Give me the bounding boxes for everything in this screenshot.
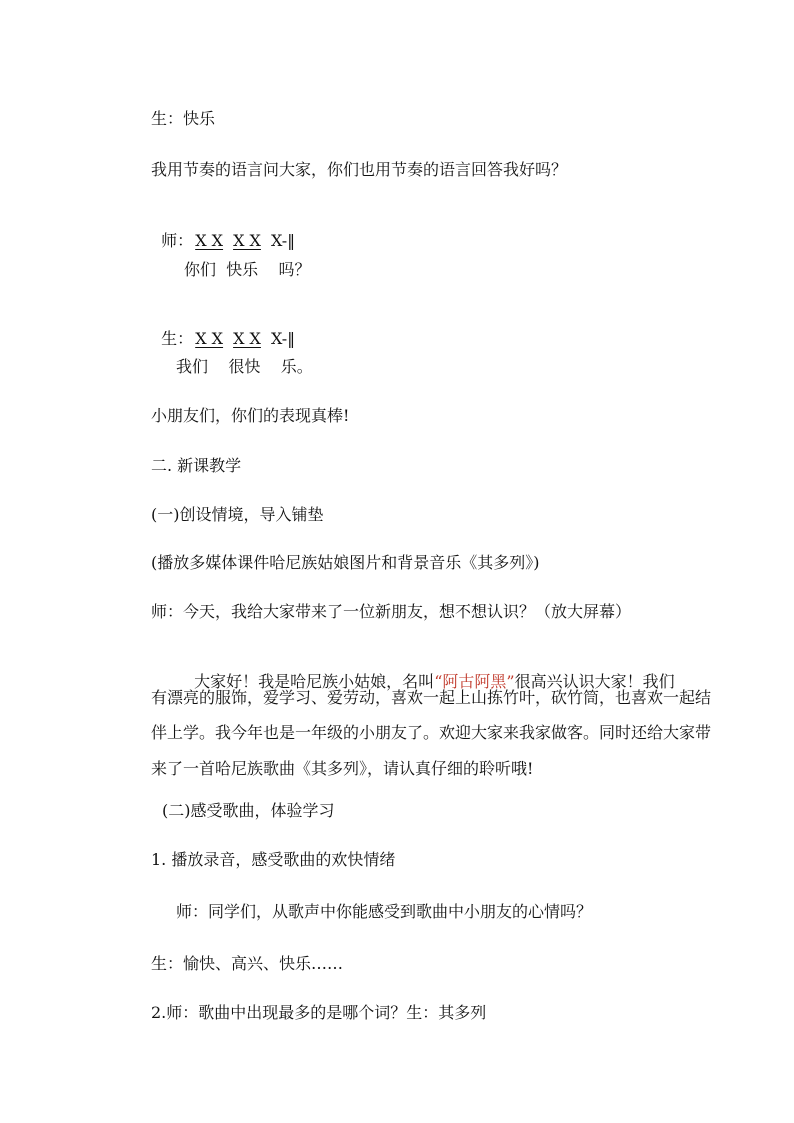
rhythm-question-line: 我用节奏的语言问大家，你们也用节奏的语言回答我好吗？: [151, 160, 568, 179]
step-2-line: 2.师：歌曲中出现最多的是哪个词？生：其多列: [151, 1003, 487, 1022]
rhythm-ending: X-‖: [270, 329, 296, 348]
intro-text-a: 大家好！我是哈尼族小姑娘，名叫: [194, 672, 435, 691]
teacher-lyrics-line: 你们 快乐 吗？: [184, 260, 311, 279]
teacher-intro-line: 师：今天，我给大家带来了一位新朋友，想不想认识？（放大屏幕）: [151, 602, 632, 621]
teacher-rhythm-line: [151, 211, 295, 251]
subsection-heading-1: (一)创设情境，导入铺垫: [151, 505, 324, 524]
subsection-heading-2: (二)感受歌曲，体验学习: [162, 801, 335, 820]
student-rhythm-line: [151, 309, 295, 349]
character-name: “阿古阿黑”: [434, 672, 515, 691]
intro-paragraph-line-3: 伴上学。我今年也是一年级的小朋友了。欢迎大家来我家做客。同时还给大家带: [151, 723, 712, 742]
step-1-heading: 1. 播放录音，感受歌曲的欢快情绪: [151, 850, 396, 869]
teacher-label: 师：: [161, 231, 194, 250]
intro-text-b: 很高兴认识大家！我们: [514, 672, 675, 691]
dialogue-student-happy: 生：快乐: [151, 109, 216, 128]
intro-paragraph-line-1: [184, 652, 675, 692]
student-lyrics-line: 我们 很快 乐。: [176, 357, 313, 376]
rhythm-beat-2: X X: [233, 329, 261, 348]
rhythm-ending: X-‖: [270, 231, 296, 250]
section-heading-new-lesson: 二. 新课教学: [151, 456, 242, 475]
intro-paragraph-line-2: 有漂亮的服饰，爱学习、爱劳动，喜欢一起上山拣竹叶，砍竹筒，也喜欢一起结: [151, 688, 712, 707]
rhythm-beat-1: X X: [195, 231, 224, 250]
praise-line: 小朋友们，你们的表现真棒!: [151, 406, 350, 425]
stage-direction-line: (播放多媒体课件哈尼族姑娘图片和背景音乐《其多列》): [151, 553, 540, 572]
student-answer-line: 生：愉快、高兴、快乐……: [151, 954, 344, 973]
rhythm-beat-1: X X: [195, 329, 224, 348]
intro-paragraph-line-4: 来了一首哈尼族歌曲《其多列》，请认真仔细的聆听哦!: [151, 759, 534, 778]
rhythm-beat-2: X X: [233, 231, 261, 250]
teacher-question-line: 师：同学们，从歌声中你能感受到歌曲中小朋友的心情吗？: [176, 902, 593, 921]
student-label: 生：: [161, 329, 194, 348]
